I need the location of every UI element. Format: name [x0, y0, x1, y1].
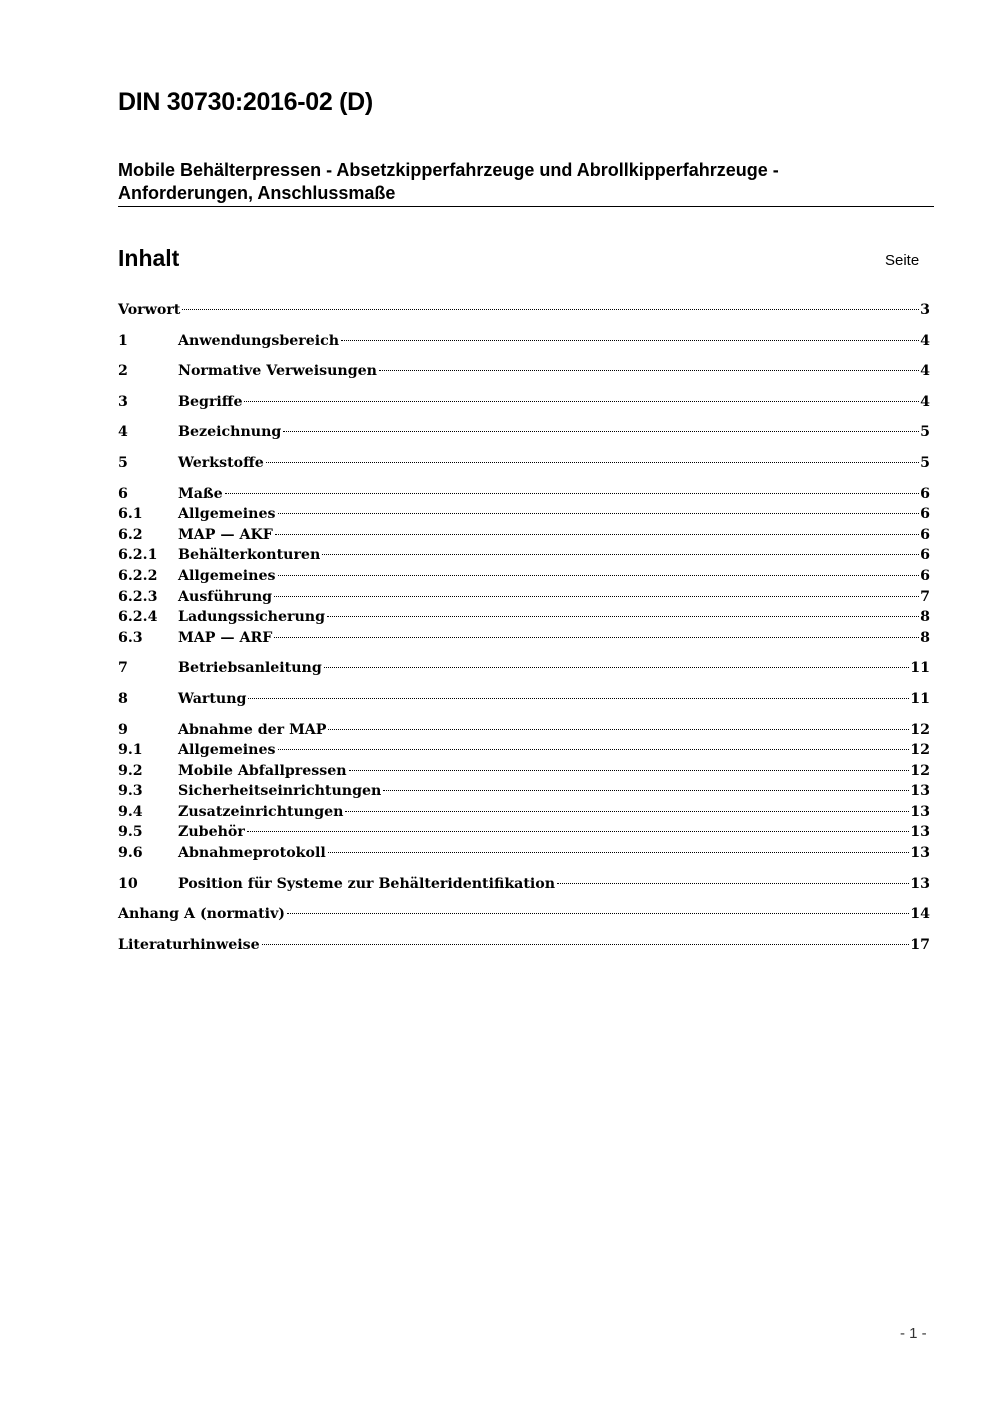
toc-dot-leader — [225, 493, 919, 494]
toc-dot-leader — [327, 616, 919, 617]
toc-entry-number: 7 — [118, 660, 128, 677]
toc-dot-leader — [328, 729, 909, 730]
toc-entry-number: 6.3 — [118, 629, 143, 646]
toc-entry-number: 9.1 — [118, 742, 143, 759]
toc-entry-title: Werkstoffe — [178, 454, 264, 471]
toc-entry[interactable] — [118, 904, 930, 925]
toc-entry[interactable] — [118, 422, 930, 443]
toc-entry-number: 10 — [118, 875, 138, 892]
toc-entry-title: Bezeichnung — [178, 424, 282, 441]
toc-entry-page: 12 — [910, 742, 930, 759]
toc-entry-title: Literaturhinweise — [118, 936, 260, 953]
toc-dot-leader — [278, 575, 920, 576]
toc-entry-page: 14 — [910, 906, 930, 923]
toc-entry-title: Betriebsanleitung — [178, 660, 322, 677]
toc-entry-page: 8 — [920, 609, 930, 626]
toc-entry[interactable] — [118, 822, 930, 843]
toc-entry-number: 9.6 — [118, 845, 143, 862]
document-title — [118, 159, 934, 205]
table-of-contents — [118, 300, 930, 955]
toc-dot-leader — [349, 770, 910, 771]
toc-entry-number: 6.2.2 — [118, 567, 158, 584]
toc-entry-title: Maße — [178, 485, 223, 502]
toc-entry-page: 17 — [910, 936, 930, 953]
toc-entry-page: 13 — [910, 845, 930, 862]
toc-entry[interactable] — [118, 484, 930, 505]
toc-entry-title: Anwendungsbereich — [178, 332, 340, 349]
toc-entry-page: 11 — [910, 660, 930, 677]
toc-entry[interactable] — [118, 874, 930, 895]
toc-dot-leader — [557, 883, 909, 884]
toc-entry-number: 6.1 — [118, 506, 143, 523]
toc-entry-title: Wartung — [178, 690, 247, 707]
toc-entry-number: 3 — [118, 393, 128, 410]
toc-dot-leader — [379, 370, 919, 371]
toc-entry[interactable] — [118, 689, 930, 710]
toc-entry[interactable] — [118, 453, 930, 474]
toc-entry-title: Vorwort — [118, 302, 181, 318]
document-title-line-1: Mobile Behälterpressen - Absetzkipperfahrzeuge und Abrollkipperfahrzeuge - — [118, 160, 779, 180]
document-id: DIN 30730:2016-02 (D) — [118, 88, 373, 116]
toc-entry-title: Abnahme der MAP — [178, 721, 327, 738]
toc-dot-leader — [383, 790, 909, 791]
toc-entry-number: 9.4 — [118, 803, 143, 820]
toc-entry[interactable] — [118, 361, 930, 382]
toc-entry-number: 9.5 — [118, 824, 143, 841]
toc-dot-leader — [247, 831, 909, 832]
toc-entry[interactable] — [118, 587, 930, 608]
toc-entry[interactable] — [118, 525, 930, 546]
toc-entry-title: Mobile Abfallpressen — [178, 762, 347, 779]
toc-entry-title: Allgemeines — [178, 506, 276, 523]
toc-entry-page: 5 — [920, 454, 930, 471]
toc-entry-page: 6 — [920, 506, 930, 523]
toc-entry-number: 4 — [118, 424, 128, 441]
toc-dot-leader — [278, 749, 910, 750]
toc-entry-number: 9 — [118, 721, 128, 738]
toc-dot-leader — [274, 637, 919, 638]
toc-entry-page: 12 — [910, 721, 930, 738]
toc-entry-number: 6 — [118, 485, 128, 502]
toc-entry-page: 11 — [910, 690, 930, 707]
toc-entry[interactable] — [118, 935, 930, 956]
toc-entry-page: 6 — [920, 526, 930, 543]
toc-entry-title: Sicherheitseinrichtungen — [178, 783, 382, 800]
toc-entry-page: 13 — [910, 783, 930, 800]
toc-entry-title: Zubehör — [178, 824, 245, 841]
toc-entry[interactable] — [118, 658, 930, 679]
toc-entry-number: 6.2.3 — [118, 588, 158, 605]
toc-dot-leader — [287, 913, 909, 914]
toc-entry-title: Normative Verweisungen — [178, 363, 377, 380]
toc-entry-number: 5 — [118, 454, 128, 471]
toc-dot-leader — [244, 401, 919, 402]
toc-entry[interactable] — [118, 843, 930, 864]
toc-entry-page: 6 — [920, 547, 930, 564]
toc-dot-leader — [328, 852, 910, 853]
toc-entry-title: MAP — AKF — [178, 526, 273, 543]
toc-entry-title: Anhang A (normativ) — [118, 906, 286, 923]
toc-entry-number: 2 — [118, 363, 128, 380]
toc-entry-number: 6.2.1 — [118, 547, 158, 564]
toc-entry[interactable] — [118, 740, 930, 761]
toc-page-column-label: Seite — [885, 252, 920, 269]
toc-entry-number: 9.3 — [118, 783, 143, 800]
toc-entry-number: 1 — [118, 332, 128, 349]
toc-entry-title: Behälterkonturen — [178, 547, 321, 564]
toc-dot-leader — [274, 596, 919, 597]
toc-entry-page: 4 — [920, 332, 930, 349]
toc-entry[interactable] — [118, 781, 930, 802]
page-number: - 1 - — [900, 1325, 927, 1342]
toc-entry-number: 8 — [118, 690, 128, 707]
toc-entry-title: Ausführung — [178, 588, 273, 605]
toc-entry-number: 6.2.4 — [118, 609, 158, 626]
toc-entry[interactable] — [118, 300, 930, 321]
toc-entry[interactable] — [118, 761, 930, 782]
toc-heading: Inhalt — [118, 245, 180, 271]
title-divider — [118, 206, 934, 207]
toc-entry-title: MAP — ARF — [178, 629, 273, 646]
toc-entry-page: 12 — [910, 762, 930, 779]
toc-entry[interactable] — [118, 331, 930, 352]
toc-dot-leader — [341, 340, 919, 341]
toc-entry-page: 4 — [920, 363, 930, 380]
toc-entry-number: 6.2 — [118, 526, 143, 543]
toc-entry[interactable] — [118, 392, 930, 413]
toc-dot-leader — [275, 534, 919, 535]
toc-entry-page: 5 — [920, 424, 930, 441]
toc-entry[interactable] — [118, 566, 930, 587]
toc-entry-page: 13 — [910, 824, 930, 841]
document-title-line-2: Anforderungen, Anschlussmaße — [118, 183, 396, 203]
toc-entry[interactable] — [118, 628, 930, 649]
toc-entry-number: 9.2 — [118, 762, 143, 779]
toc-dot-leader — [324, 667, 909, 668]
toc-entry-title: Position für Systeme zur Behälteridentifikation — [178, 875, 556, 892]
toc-entry-title: Zusatzeinrichtungen — [178, 803, 344, 820]
toc-dot-leader — [248, 698, 909, 699]
toc-entry-page: 4 — [920, 393, 930, 410]
toc-entry[interactable] — [118, 607, 930, 628]
toc-dot-leader — [262, 944, 910, 945]
toc-entry-title: Ladungssicherung — [178, 609, 326, 626]
toc-entry[interactable] — [118, 802, 930, 823]
toc-entry-title: Begriffe — [178, 393, 243, 410]
toc-dot-leader — [266, 462, 919, 463]
toc-dot-leader — [322, 554, 919, 555]
toc-entry-page: 8 — [920, 629, 930, 646]
toc-entry[interactable] — [118, 545, 930, 566]
toc-entry-title: Allgemeines — [178, 742, 276, 759]
toc-entry-page: 13 — [910, 875, 930, 892]
toc-entry-title: Abnahmeprotokoll — [178, 845, 326, 862]
toc-entry[interactable] — [118, 720, 930, 741]
toc-dot-leader — [278, 513, 920, 514]
toc-entry-page: 13 — [910, 803, 930, 820]
toc-entry-page: 6 — [920, 567, 930, 584]
toc-dot-leader — [283, 431, 919, 432]
toc-entry-page: 7 — [920, 588, 930, 605]
toc-dot-leader — [345, 811, 909, 812]
toc-entry[interactable] — [118, 504, 930, 525]
toc-entry-title: Allgemeines — [178, 567, 276, 584]
toc-entry-page: 3 — [920, 302, 930, 318]
toc-dot-leader — [182, 309, 919, 310]
toc-entry-page: 6 — [920, 485, 930, 502]
